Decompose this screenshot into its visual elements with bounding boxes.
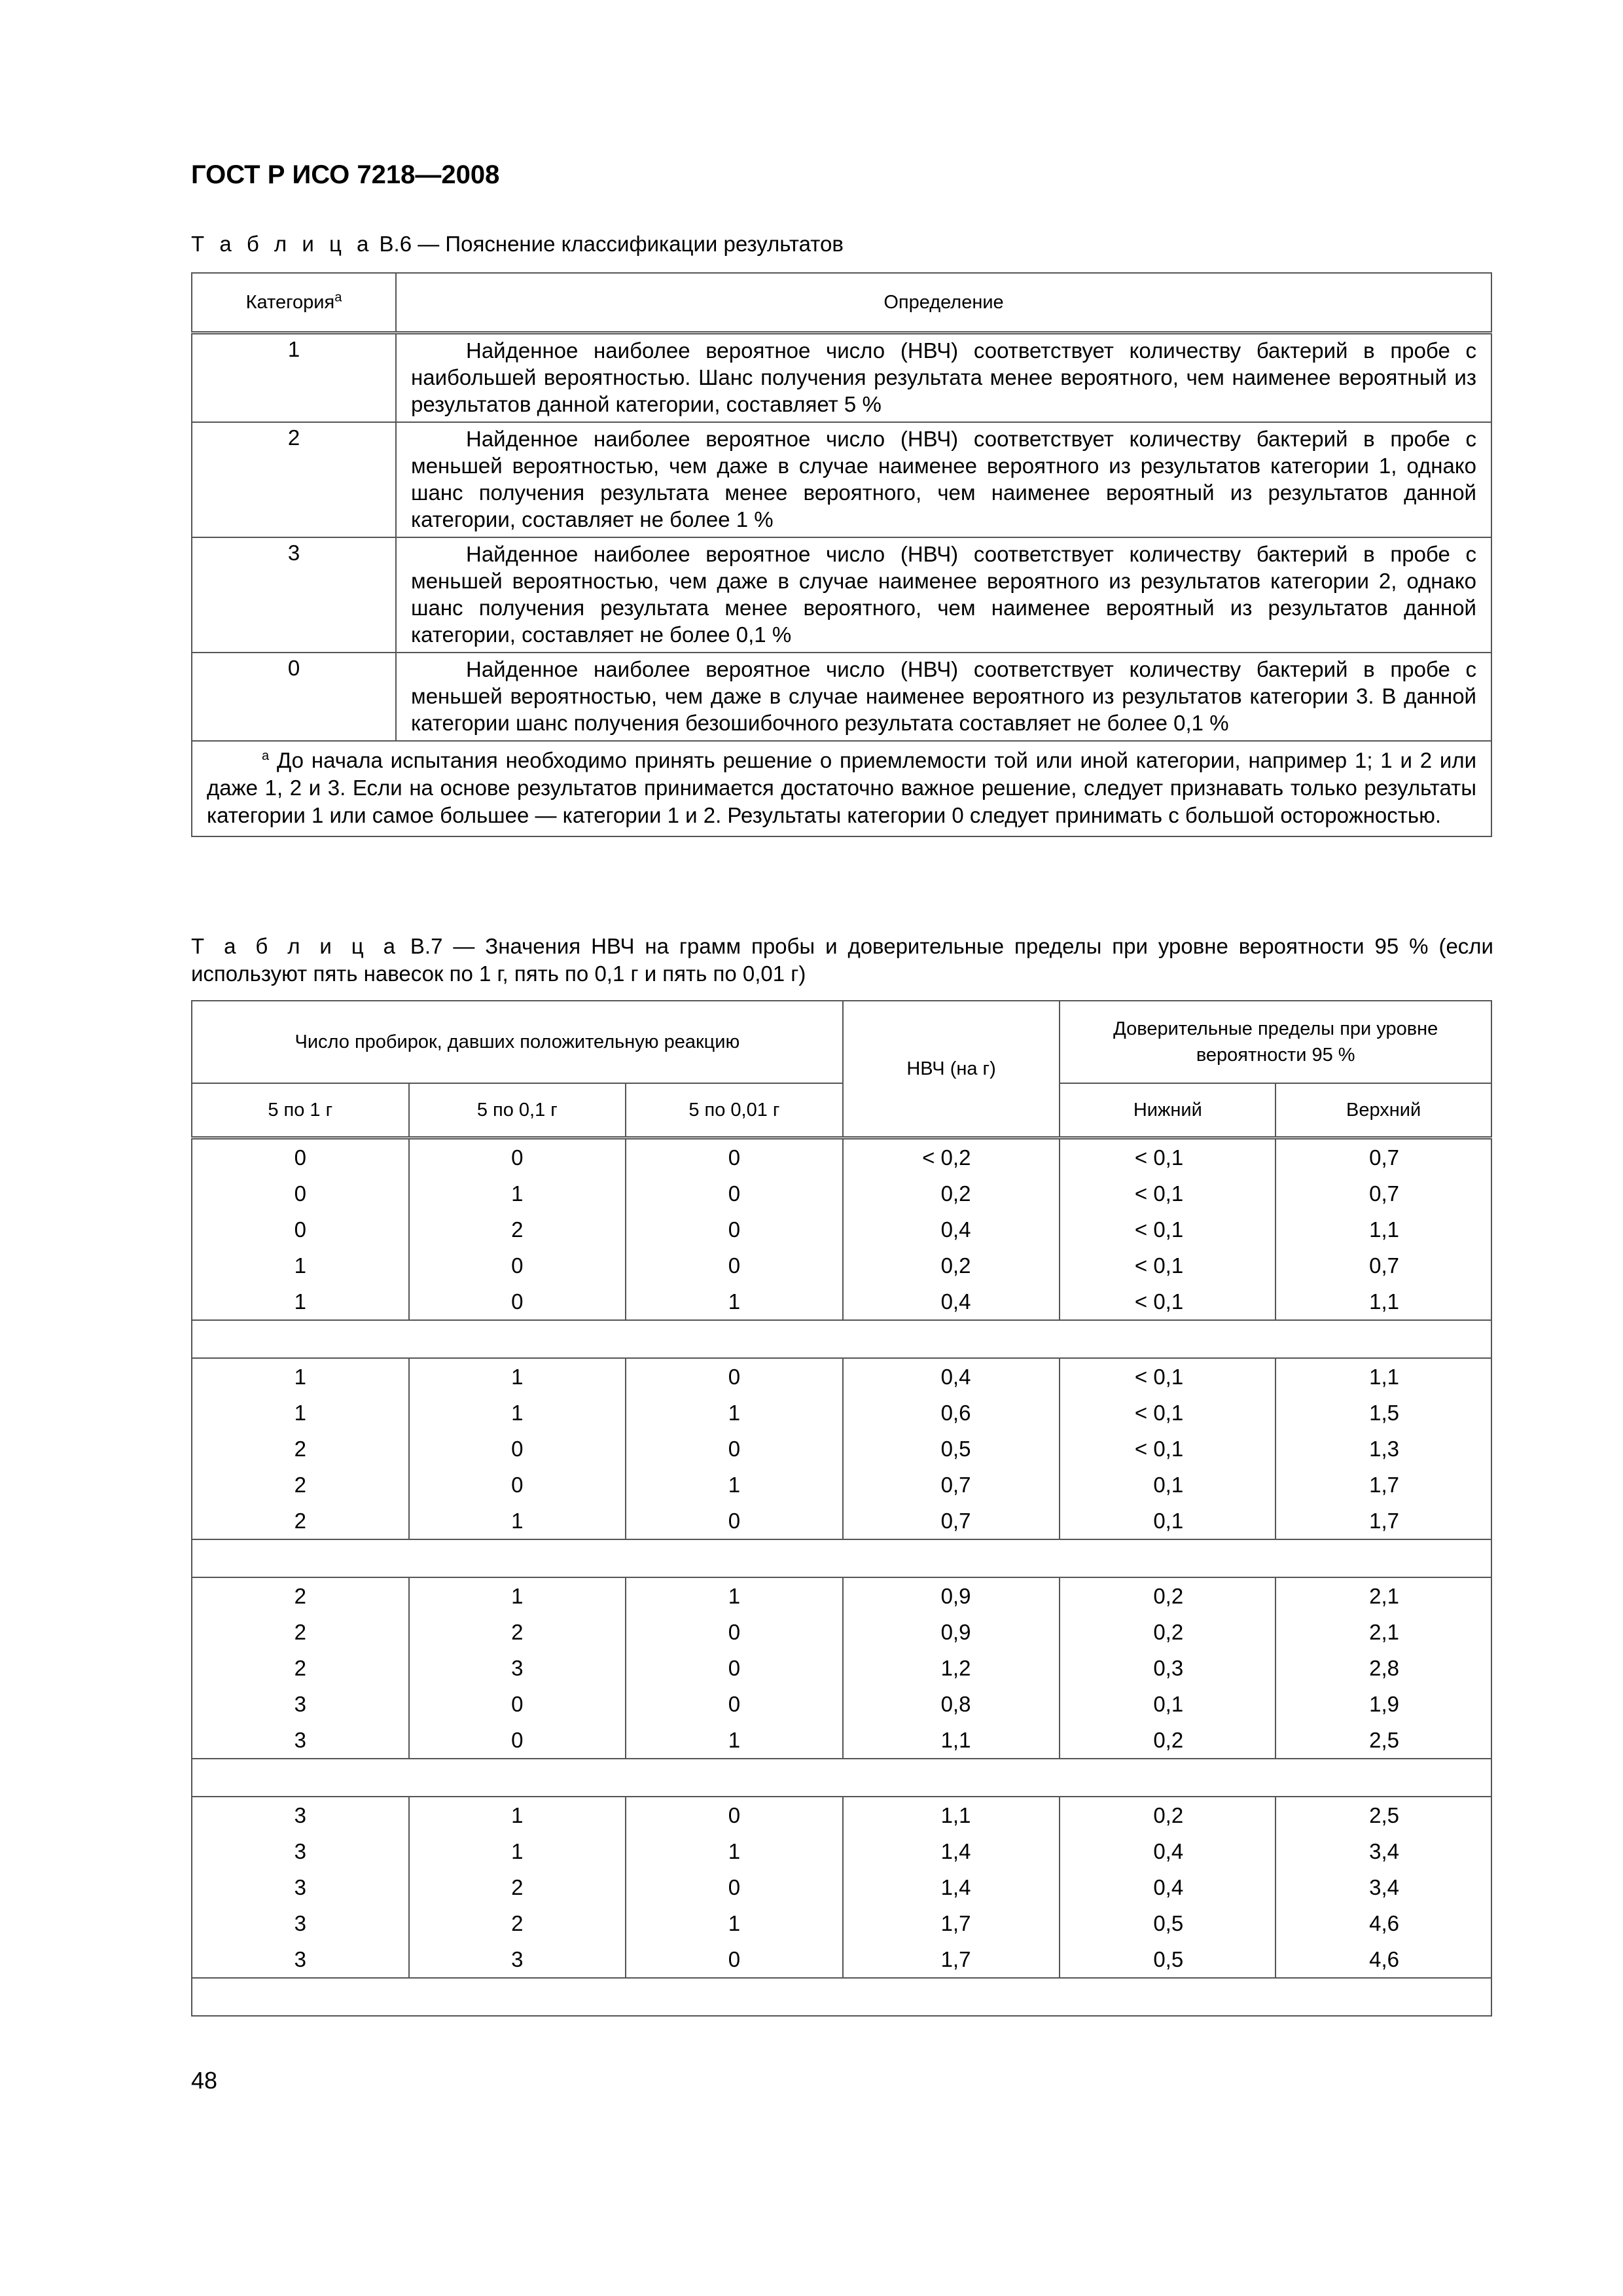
mpn-cell: 0,7 xyxy=(843,1503,1060,1539)
category-cell: 3 xyxy=(192,537,396,653)
tubes-01g-cell: 1 xyxy=(409,1395,626,1431)
tubes-01g-cell: 0 xyxy=(409,1431,626,1467)
lower-limit-cell: 0,2 xyxy=(1060,1722,1275,1759)
tubes-01g-cell: 0 xyxy=(409,1722,626,1759)
tubes-1g-cell: 3 xyxy=(192,1869,409,1905)
table-row xyxy=(192,1211,1491,1247)
definition-text: Найденное наиболее вероятное число (НВЧ) соответствует количеству бактерий в пробе с меньшей вероятностью, чем даже в случае наименее вероятного из результатов категории 3. В данной категории шанс получения безошибочного результата составляет не более 0,1 % xyxy=(411,657,1476,735)
mpn-cell: 0,5 xyxy=(843,1431,1060,1467)
column-header-001g: 5 по 0,01 г xyxy=(626,1083,843,1138)
upper-limit-cell: 3,4 xyxy=(1275,1869,1491,1905)
lower-limit-cell: 0,4 xyxy=(1060,1833,1275,1869)
lower-limit-cell: 0,5 xyxy=(1060,1941,1275,1978)
lower-limit-cell: 0,2 xyxy=(1060,1797,1275,1833)
group-separator-row xyxy=(192,1320,1491,1358)
tubes-001g-cell: 0 xyxy=(626,1869,843,1905)
tubes-01g-cell: 2 xyxy=(409,1869,626,1905)
column-header-limits: Доверительные пределы при уровне вероятности 95 % xyxy=(1060,1001,1491,1083)
lower-limit-cell: < 0,1 xyxy=(1060,1175,1275,1211)
column-header-definition: Определение xyxy=(396,273,1491,333)
tubes-1g-cell: 0 xyxy=(192,1175,409,1211)
mpn-cell: 0,6 xyxy=(843,1395,1060,1431)
table-b7-caption xyxy=(191,933,1493,988)
tubes-1g-cell: 2 xyxy=(192,1614,409,1650)
tubes-1g-cell: 1 xyxy=(192,1283,409,1320)
tubes-1g-cell: 3 xyxy=(192,1797,409,1833)
caption-label: Т а б л и ц а xyxy=(191,232,374,256)
column-header-lower: Нижний xyxy=(1060,1083,1275,1138)
footnote-text: До начала испытания необходимо принять решение о приемлемости той или иной категории, например 1; 1 и 2 или даже 1, 2 и 3. Если на основе результатов принимается достаточно важное решение, следует признавать только результаты категории 1 или самое большее — категории 1 и 2. Результаты категории 0 следует принимать с большой осторожностью. xyxy=(207,748,1477,827)
tubes-01g-cell: 1 xyxy=(409,1358,626,1395)
upper-limit-cell: 4,6 xyxy=(1275,1905,1491,1941)
table-b6-caption xyxy=(191,230,844,258)
tubes-001g-cell: 0 xyxy=(626,1175,843,1211)
definition-cell xyxy=(396,333,1491,423)
mpn-cell: 0,2 xyxy=(843,1175,1060,1211)
definition-text: Найденное наиболее вероятное число (НВЧ) соответствует количеству бактерий в пробе с меньшей вероятностью, чем даже в случае наименее вероятного из результатов категории 2, однако шанс получения результата менее вероятного, чем наименее вероятный из результатов данной категории, составляет не более 0,1 % xyxy=(411,542,1476,647)
table-row xyxy=(192,1905,1491,1941)
table-row xyxy=(192,1686,1491,1722)
mpn-cell: 1,7 xyxy=(843,1905,1060,1941)
category-cell: 0 xyxy=(192,653,396,741)
tubes-001g-cell: 1 xyxy=(626,1467,843,1503)
table-row xyxy=(192,1833,1491,1869)
mpn-cell: 1,7 xyxy=(843,1941,1060,1978)
column-header-tubes: Число пробирок, давших положительную реакцию xyxy=(192,1001,843,1083)
tubes-01g-cell: 0 xyxy=(409,1686,626,1722)
upper-limit-cell: 2,1 xyxy=(1275,1577,1491,1614)
tubes-1g-cell: 1 xyxy=(192,1358,409,1395)
tubes-001g-cell: 1 xyxy=(626,1283,843,1320)
column-header-1g: 5 по 1 г xyxy=(192,1083,409,1138)
upper-limit-cell: 0,7 xyxy=(1275,1247,1491,1283)
mpn-cell: 0,4 xyxy=(843,1358,1060,1395)
tubes-1g-cell: 0 xyxy=(192,1138,409,1176)
upper-limit-cell: 2,5 xyxy=(1275,1797,1491,1833)
table-row xyxy=(192,1175,1491,1211)
tubes-01g-cell: 1 xyxy=(409,1797,626,1833)
upper-limit-cell: 2,8 xyxy=(1275,1650,1491,1686)
mpn-cell: 1,1 xyxy=(843,1722,1060,1759)
table-row xyxy=(192,1138,1491,1176)
page-number: 48 xyxy=(191,2067,218,2094)
upper-limit-cell: 4,6 xyxy=(1275,1941,1491,1978)
tubes-001g-cell: 1 xyxy=(626,1577,843,1614)
definition-cell xyxy=(396,653,1491,741)
table-row xyxy=(192,1869,1491,1905)
tubes-001g-cell: 0 xyxy=(626,1503,843,1539)
tubes-001g-cell: 1 xyxy=(626,1905,843,1941)
tubes-001g-cell: 0 xyxy=(626,1941,843,1978)
tubes-001g-cell: 0 xyxy=(626,1431,843,1467)
tubes-01g-cell: 0 xyxy=(409,1283,626,1320)
tubes-1g-cell: 3 xyxy=(192,1722,409,1759)
table-row xyxy=(192,1797,1491,1833)
caption-label: Т а б л и ц а xyxy=(191,934,400,958)
mpn-cell: 0,8 xyxy=(843,1686,1060,1722)
table-row xyxy=(192,422,1491,537)
tubes-01g-cell: 2 xyxy=(409,1211,626,1247)
table-row xyxy=(192,1283,1491,1320)
mpn-cell: 0,7 xyxy=(843,1467,1060,1503)
upper-limit-cell: 1,7 xyxy=(1275,1503,1491,1539)
tubes-001g-cell: 1 xyxy=(626,1722,843,1759)
mpn-cell: 1,1 xyxy=(843,1797,1060,1833)
tubes-01g-cell: 0 xyxy=(409,1247,626,1283)
table-row xyxy=(192,1247,1491,1283)
mpn-cell: < 0,2 xyxy=(843,1138,1060,1176)
table-row xyxy=(192,1650,1491,1686)
lower-limit-cell: < 0,1 xyxy=(1060,1247,1275,1283)
column-header-01g: 5 по 0,1 г xyxy=(409,1083,626,1138)
group-separator-row xyxy=(192,1978,1491,2016)
lower-limit-cell: 0,1 xyxy=(1060,1686,1275,1722)
tubes-001g-cell: 0 xyxy=(626,1797,843,1833)
table-row xyxy=(192,1577,1491,1614)
table-row xyxy=(192,537,1491,653)
tubes-1g-cell: 1 xyxy=(192,1395,409,1431)
lower-limit-cell: < 0,1 xyxy=(1060,1358,1275,1395)
definition-text: Найденное наиболее вероятное число (НВЧ) соответствует количеству бактерий в пробе с меньшей вероятностью, чем даже в случае наименее вероятного из результатов категории 1, однако шанс получения результата менее вероятного, чем наименее вероятный из результатов данной категории, составляет не более 1 % xyxy=(411,427,1476,531)
category-cell: 2 xyxy=(192,422,396,537)
definition-cell xyxy=(396,422,1491,537)
group-separator-row xyxy=(192,1539,1491,1577)
tubes-1g-cell: 3 xyxy=(192,1941,409,1978)
tubes-001g-cell: 0 xyxy=(626,1650,843,1686)
mpn-cell: 0,4 xyxy=(843,1283,1060,1320)
tubes-01g-cell: 3 xyxy=(409,1941,626,1978)
lower-limit-cell: 0,2 xyxy=(1060,1577,1275,1614)
upper-limit-cell: 2,5 xyxy=(1275,1722,1491,1759)
lower-limit-cell: 0,3 xyxy=(1060,1650,1275,1686)
table-row xyxy=(192,1941,1491,1978)
classification-table xyxy=(191,272,1492,837)
upper-limit-cell: 1,1 xyxy=(1275,1283,1491,1320)
group-separator-row xyxy=(192,1759,1491,1797)
upper-limit-cell: 1,3 xyxy=(1275,1431,1491,1467)
column-header-mpn: НВЧ (на г) xyxy=(843,1001,1060,1138)
category-cell: 1 xyxy=(192,333,396,423)
table-footnote xyxy=(192,741,1491,836)
tubes-001g-cell: 1 xyxy=(626,1395,843,1431)
mpn-table xyxy=(191,1000,1492,2017)
lower-limit-cell: 0,2 xyxy=(1060,1614,1275,1650)
lower-limit-cell: 0,1 xyxy=(1060,1467,1275,1503)
tubes-1g-cell: 0 xyxy=(192,1211,409,1247)
table-row xyxy=(192,1467,1491,1503)
tubes-001g-cell: 1 xyxy=(626,1833,843,1869)
tubes-1g-cell: 2 xyxy=(192,1503,409,1539)
mpn-cell: 0,9 xyxy=(843,1614,1060,1650)
tubes-1g-cell: 2 xyxy=(192,1431,409,1467)
tubes-01g-cell: 2 xyxy=(409,1905,626,1941)
separator-cell xyxy=(192,1539,1491,1577)
column-header-category: Категория$^а$ xyxy=(192,273,396,333)
footnote-mark: а xyxy=(262,749,270,763)
separator-cell xyxy=(192,1320,1491,1358)
tubes-001g-cell: 0 xyxy=(626,1614,843,1650)
table-row xyxy=(192,1395,1491,1431)
tubes-001g-cell: 0 xyxy=(626,1247,843,1283)
upper-limit-cell: 2,1 xyxy=(1275,1614,1491,1650)
table-row xyxy=(192,1503,1491,1539)
table-row xyxy=(192,1358,1491,1395)
table-row xyxy=(192,653,1491,741)
lower-limit-cell: < 0,1 xyxy=(1060,1138,1275,1176)
mpn-cell: 1,4 xyxy=(843,1869,1060,1905)
mpn-cell: 1,4 xyxy=(843,1833,1060,1869)
table-row xyxy=(192,1614,1491,1650)
upper-limit-cell: 1,9 xyxy=(1275,1686,1491,1722)
caption-title: В.7 — Значения НВЧ на грамм пробы и доверительные пределы при уровне вероятности 95 % (если используют пять навесок по 1 г, пять по 0,1 г и пять по 0,01 г) xyxy=(191,934,1493,986)
separator-cell xyxy=(192,1759,1491,1797)
table-row xyxy=(192,333,1491,423)
upper-limit-cell: 1,1 xyxy=(1275,1358,1491,1395)
table-row xyxy=(192,1431,1491,1467)
upper-limit-cell: 0,7 xyxy=(1275,1175,1491,1211)
table-row xyxy=(192,1722,1491,1759)
upper-limit-cell: 1,7 xyxy=(1275,1467,1491,1503)
tubes-1g-cell: 1 xyxy=(192,1247,409,1283)
tubes-1g-cell: 2 xyxy=(192,1650,409,1686)
tubes-001g-cell: 0 xyxy=(626,1358,843,1395)
tubes-01g-cell: 2 xyxy=(409,1614,626,1650)
lower-limit-cell: < 0,1 xyxy=(1060,1283,1275,1320)
lower-limit-cell: < 0,1 xyxy=(1060,1211,1275,1247)
definition-text: Найденное наиболее вероятное число (НВЧ) соответствует количеству бактерий в пробе с наибольшей вероятностью. Шанс получения результата менее вероятного, чем наименее вероятный из результатов данной категории, составляет 5 % xyxy=(411,338,1476,416)
caption-title: В.6 — Пояснение классификации результатов xyxy=(379,232,844,256)
tubes-1g-cell: 2 xyxy=(192,1467,409,1503)
tubes-1g-cell: 3 xyxy=(192,1833,409,1869)
mpn-cell: 0,2 xyxy=(843,1247,1060,1283)
separator-cell xyxy=(192,1978,1491,2016)
column-header-upper: Верхний xyxy=(1275,1083,1491,1138)
tubes-01g-cell: 1 xyxy=(409,1175,626,1211)
mpn-cell: 0,9 xyxy=(843,1577,1060,1614)
tubes-01g-cell: 3 xyxy=(409,1650,626,1686)
upper-limit-cell: 1,5 xyxy=(1275,1395,1491,1431)
tubes-001g-cell: 0 xyxy=(626,1686,843,1722)
definition-cell xyxy=(396,537,1491,653)
tubes-1g-cell: 3 xyxy=(192,1686,409,1722)
tubes-01g-cell: 1 xyxy=(409,1577,626,1614)
lower-limit-cell: < 0,1 xyxy=(1060,1395,1275,1431)
upper-limit-cell: 3,4 xyxy=(1275,1833,1491,1869)
document-header: ГОСТ Р ИСО 7218—2008 xyxy=(191,160,500,189)
tubes-01g-cell: 0 xyxy=(409,1467,626,1503)
upper-limit-cell: 1,1 xyxy=(1275,1211,1491,1247)
lower-limit-cell: < 0,1 xyxy=(1060,1431,1275,1467)
tubes-001g-cell: 0 xyxy=(626,1138,843,1176)
tubes-01g-cell: 0 xyxy=(409,1138,626,1176)
lower-limit-cell: 0,5 xyxy=(1060,1905,1275,1941)
lower-limit-cell: 0,1 xyxy=(1060,1503,1275,1539)
lower-limit-cell: 0,4 xyxy=(1060,1869,1275,1905)
upper-limit-cell: 0,7 xyxy=(1275,1138,1491,1176)
tubes-01g-cell: 1 xyxy=(409,1503,626,1539)
mpn-cell: 1,2 xyxy=(843,1650,1060,1686)
footnote-ref: а xyxy=(334,289,342,304)
tubes-1g-cell: 2 xyxy=(192,1577,409,1614)
tubes-1g-cell: 3 xyxy=(192,1905,409,1941)
tubes-01g-cell: 1 xyxy=(409,1833,626,1869)
mpn-cell: 0,4 xyxy=(843,1211,1060,1247)
tubes-001g-cell: 0 xyxy=(626,1211,843,1247)
